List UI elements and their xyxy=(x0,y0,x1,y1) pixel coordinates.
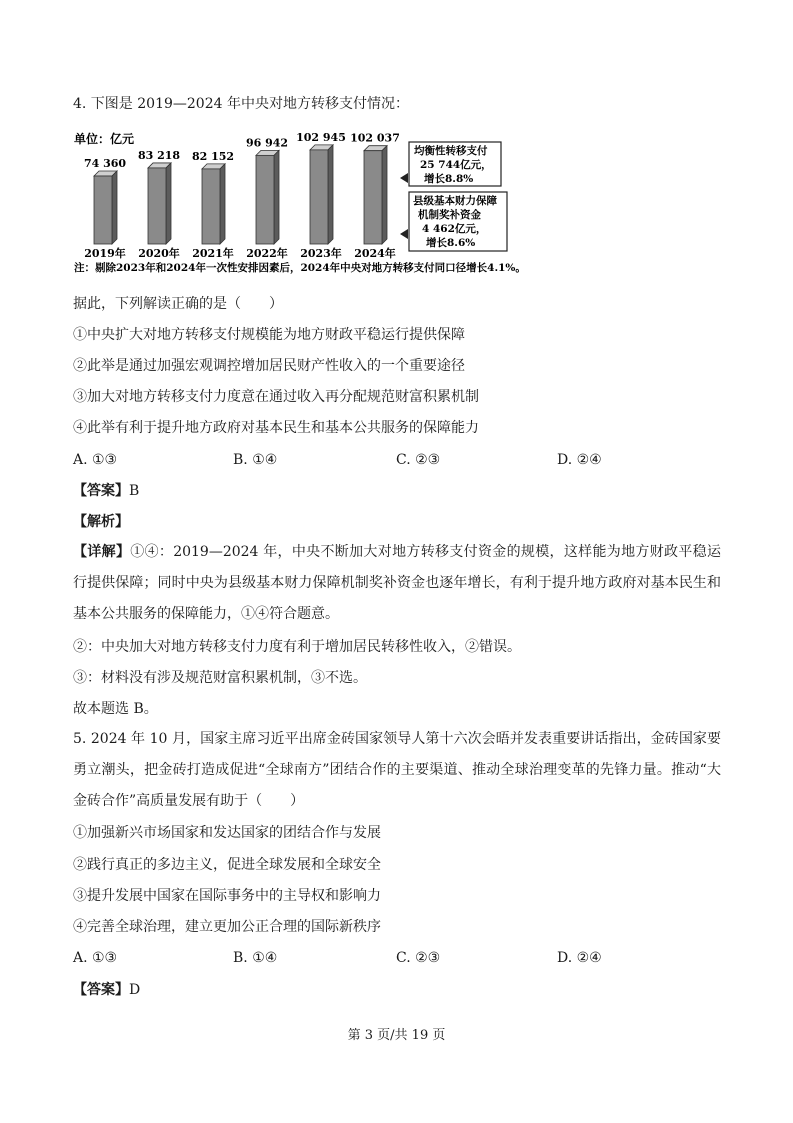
x-tick-label-5: 2023年 xyxy=(300,247,342,260)
bar-side-6 xyxy=(382,146,387,244)
callout-arrow-2 xyxy=(400,229,408,239)
q5-answer-line xyxy=(73,980,140,1000)
chart-note: 注：剔除2023年和2024年一次性安排因素后，2024年中央对地方转移支付同口径增长4.1%。 xyxy=(74,262,526,274)
q4-item-1: ①中央扩大对地方转移支付规模能为地方财政平稳运行提供保障 xyxy=(73,327,465,343)
bar-value-label-5: 102 945 xyxy=(296,130,346,144)
q5-stem: 5. 2024 年 10 月，国家主席习近平出席金砖国家领导人第十六次会晤并发表重要讲话指出，金砖国家要勇立潮头，把金砖打造成促进“全球南方”团结合作的主要渠道、推动全球治理变革的先锋力量。推动“大金砖合作”高质量发展有助于（ ） xyxy=(73,731,721,809)
callout-county-fund xyxy=(400,192,507,251)
x-tick-label-2: 2020年 xyxy=(138,247,180,260)
page-footer: 第 3 页/共 19 页 xyxy=(347,1028,446,1043)
callout2-line3: 4 462亿元， xyxy=(422,223,487,235)
bar-4 xyxy=(256,155,274,244)
q5-option-b: B. ①④ xyxy=(233,950,278,966)
callout2-line4: 增长8.6% xyxy=(426,237,476,249)
q4-analysis-line2: ②：中央加大对地方转移支付力度有利于增加居民转移性收入，②错误。 xyxy=(73,639,521,655)
x-tick-label-6: 2024年 xyxy=(354,247,396,260)
bar-side-3 xyxy=(220,164,225,244)
chart-unit-label: 单位：亿元 xyxy=(74,132,135,146)
q5-item-2: ②践行真正的多边主义，促进全球发展和全球安全 xyxy=(73,857,381,873)
q4-answer-value: B xyxy=(129,483,140,499)
q4-option-d: D. ②④ xyxy=(557,452,602,468)
callout-arrow-1 xyxy=(400,173,408,183)
callout1-line2: 25 744亿元， xyxy=(420,159,492,171)
bar-5 xyxy=(310,150,328,244)
q5-item-1: ①加强新兴市场国家和发达国家的团结合作与发展 xyxy=(73,825,381,841)
bar-side-4 xyxy=(274,150,279,244)
callout2-line1: 县级基本财力保障 xyxy=(413,195,497,207)
x-tick-label-4: 2022年 xyxy=(246,247,288,260)
q5-answer-value: D xyxy=(129,982,141,998)
q4-answer-line xyxy=(73,481,139,501)
bar-value-label-6: 102 037 xyxy=(350,131,400,145)
bar-3 xyxy=(202,169,220,244)
q4-analysis-line3: ③：材料没有涉及规范财富积累机制，③不选。 xyxy=(73,670,367,686)
q4-detail-paragraph xyxy=(73,537,721,630)
bar-1 xyxy=(94,176,112,244)
q4-option-a: A. ①③ xyxy=(73,452,118,468)
q5-option-d: D. ②④ xyxy=(557,950,602,966)
q4-item-4: ④此举有利于提升地方政府对基本民生和基本公共服务的保障能力 xyxy=(73,420,479,436)
chart-svg xyxy=(72,126,542,278)
q4-conclusion: 故本题选 B。 xyxy=(73,701,158,717)
bar-value-label-4: 96 942 xyxy=(245,136,289,150)
q4-option-b: B. ①④ xyxy=(233,452,278,468)
transfer-payment-chart xyxy=(72,126,542,278)
q5-item-4: ④完善全球治理，建立更加公正合理的国际新秩序 xyxy=(73,919,381,935)
q5-answer-tag: 【答案】 xyxy=(73,982,129,998)
bar-side-1 xyxy=(112,171,117,244)
callout1-line1: 均衡性转移支付 xyxy=(414,145,488,157)
bar-6 xyxy=(364,151,382,244)
q5-option-a: A. ①③ xyxy=(73,950,118,966)
q4-item-2: ②此举是通过加强宏观调控增加居民财产性收入的一个重要途径 xyxy=(73,358,465,374)
bar-value-label-1: 74 360 xyxy=(83,157,127,171)
bar-side-5 xyxy=(328,145,333,244)
q4-item-3: ③加大对地方转移支付力度意在通过收入再分配规范财富积累机制 xyxy=(73,389,479,405)
q5-option-c: C. ②③ xyxy=(396,950,441,966)
bar-value-label-3: 82 152 xyxy=(191,149,235,163)
x-tick-label-1: 2019年 xyxy=(84,247,126,260)
bar-value-label-2: 83 218 xyxy=(137,148,181,162)
q4-prompt: 据此，下列解读正确的是（ ） xyxy=(73,296,283,312)
q4-detail-tag: 【详解】 xyxy=(73,544,131,560)
q5-item-3: ③提升发展中国家在国际事务中的主导权和影响力 xyxy=(73,888,381,904)
bar-2 xyxy=(148,168,166,244)
callout1-line3: 增长8.8% xyxy=(424,173,474,185)
x-tick-label-3: 2021年 xyxy=(192,247,234,260)
q4-detail-text: ①④：2019—2024 年，中央不断加大对地方转移支付资金的规模，这样能为地方财政平稳运行提供保障；同时中央为县级基本财力保障机制奖补资金也逐年增长，有利于提升地方政府对基本民生和基本公共服务的保障能力，①④符合题意。 xyxy=(73,544,721,622)
q4-answer-tag: 【答案】 xyxy=(73,483,129,499)
q4-option-c: C. ②③ xyxy=(396,452,441,468)
callout-equalization xyxy=(400,142,501,186)
bar-side-2 xyxy=(166,163,171,244)
q4-stem: 4. 下图是 2019—2024 年中央对地方转移支付情况： xyxy=(73,96,409,112)
q4-analysis-tag: 【解析】 xyxy=(73,514,129,530)
callout2-line2: 机制奖补资金 xyxy=(418,209,481,221)
